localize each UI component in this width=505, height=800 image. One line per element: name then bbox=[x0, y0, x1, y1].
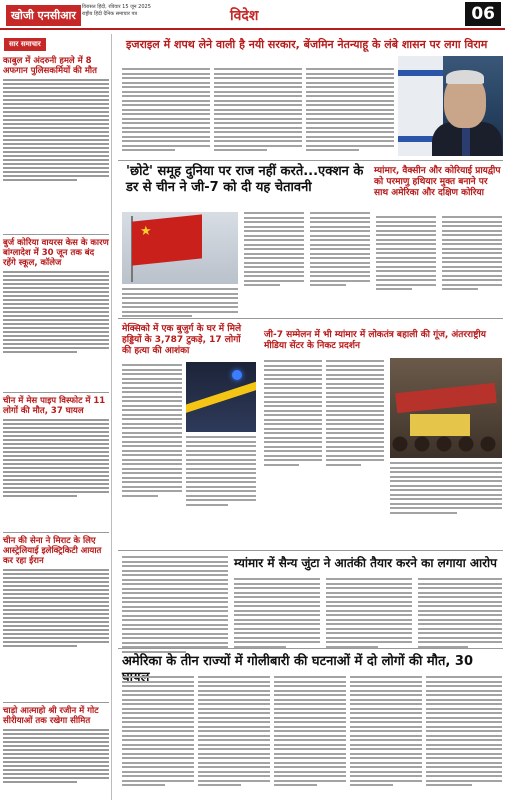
article-body bbox=[244, 212, 304, 289]
sidebar-story bbox=[3, 56, 109, 183]
sidebar-headline: काबुल में अंदरुनी हमले में 8 अफगान पुलिसकर्मियों की मौत bbox=[3, 56, 97, 76]
news-brief-sidebar bbox=[0, 34, 112, 800]
article-body bbox=[442, 216, 502, 293]
article-body bbox=[326, 360, 384, 468]
sidebar-story bbox=[3, 536, 109, 649]
article-body bbox=[390, 462, 502, 516]
article-body bbox=[198, 676, 270, 789]
article-body bbox=[122, 364, 182, 499]
china-headline: 'छोटे' समूह दुनिया पर राज नहीं करते...एक्शन के डर से चीन ने जी-7 को दी यह चेतावनी bbox=[126, 164, 364, 195]
article-body bbox=[326, 578, 412, 650]
article-body bbox=[376, 216, 436, 293]
divider bbox=[118, 648, 503, 649]
article-body bbox=[122, 68, 210, 154]
g7-headline: जी-7 सम्मेलन में भी म्यांमार में लोकतंत्र बहाली की गूंज, अंतरराष्ट्रीय मीडिया सेंटर के निकट प्रदर्शन bbox=[264, 330, 486, 351]
sidebar-headline: चीन में मेस पाइप विस्फोट में 11 लोगों की मौत, 37 घायल bbox=[3, 396, 106, 416]
story-body bbox=[3, 729, 109, 783]
sidebar-story bbox=[3, 396, 109, 499]
divider bbox=[118, 318, 503, 319]
divider bbox=[3, 234, 109, 235]
story-body bbox=[3, 79, 109, 181]
star-icon: ★ bbox=[140, 224, 152, 239]
usa-headline: अमेरिका के तीन राज्यों में गोलीबारी की घटनाओं में दो लोगों की मौत, 30 bbox=[122, 654, 473, 669]
article-body bbox=[350, 676, 422, 789]
main-news-area bbox=[114, 34, 505, 800]
article-body bbox=[426, 676, 502, 789]
sidebar-headline: चीन की सेना ने मिराट के लिए आस्ट्रेलियाई इलेक्ट्रिकिटी आयात कर रहा ईरान bbox=[3, 536, 102, 566]
page-number: 06 bbox=[465, 2, 501, 26]
brand-logo: खोजी एनसीआर bbox=[6, 5, 81, 26]
lead-headline: इजराइल में शपथ लेने वाली है नयी सरकार, बेंजमिन नेतन्याहू के लंबे शासन पर लगा विराम bbox=[126, 38, 488, 51]
police-tape-photo bbox=[186, 362, 256, 432]
issue-date: विरासत हिंदी, रविवार 15 जून 2025 bbox=[82, 4, 151, 10]
article-body bbox=[306, 68, 394, 154]
sidebar-headline: चाड़ो आत्माहो श्री रजीन में गोट सीरीयाओं तक रखेगा सीमित bbox=[3, 706, 99, 726]
article-body bbox=[264, 360, 322, 468]
article-body bbox=[274, 676, 346, 789]
mexico-headline: मेक्सिको में एक बुजुर्ग के घर में मिले हड्डियों के 3,787 टुकड़े, 17 लोगों की हत्या की आशंका bbox=[122, 324, 242, 356]
sidebar-story bbox=[3, 706, 109, 785]
korea-headline: म्यांमार, वैक्सीन और कोरियाई प्रायद्वीप को परमाणु हथियार मुक्त बनाने पर साथ अमेरिका और दक्षिण कोरिया bbox=[374, 166, 501, 198]
portrait-photo bbox=[398, 56, 503, 156]
story-body bbox=[3, 419, 109, 497]
article-body bbox=[122, 288, 238, 320]
article-body bbox=[122, 556, 228, 655]
protest-photo bbox=[390, 358, 502, 458]
divider bbox=[118, 550, 503, 551]
flag-photo bbox=[122, 212, 238, 284]
article-body bbox=[186, 436, 256, 508]
divider bbox=[118, 160, 503, 161]
masthead bbox=[0, 0, 505, 30]
story-body bbox=[3, 569, 109, 647]
sidebar-tag: सार समाचार bbox=[4, 38, 46, 51]
article-body bbox=[310, 212, 370, 289]
myanmar-headline: म्यांमार में सैन्य जुंटा ने आतंकी तैयार करने का लगाया आरोप bbox=[234, 556, 497, 570]
article-body bbox=[122, 676, 194, 789]
article-body bbox=[234, 578, 320, 650]
story-body bbox=[3, 271, 109, 353]
article-body bbox=[214, 68, 302, 154]
issue-info bbox=[82, 4, 151, 18]
section-title: विदेश bbox=[230, 8, 259, 24]
divider bbox=[3, 532, 109, 533]
divider bbox=[3, 702, 109, 703]
divider bbox=[3, 392, 109, 393]
issue-tagline: राष्ट्रीय हिंदी दैनिक समाचार पत्र bbox=[82, 11, 138, 17]
sidebar-story bbox=[3, 238, 109, 355]
sidebar-headline: बुर्ज कोरिया वायरस केस के कारण बांग्लादेश में 30 जून तक बंद रहेंगे स्कूल, कॉलेज bbox=[3, 238, 109, 268]
article-body bbox=[418, 578, 502, 650]
